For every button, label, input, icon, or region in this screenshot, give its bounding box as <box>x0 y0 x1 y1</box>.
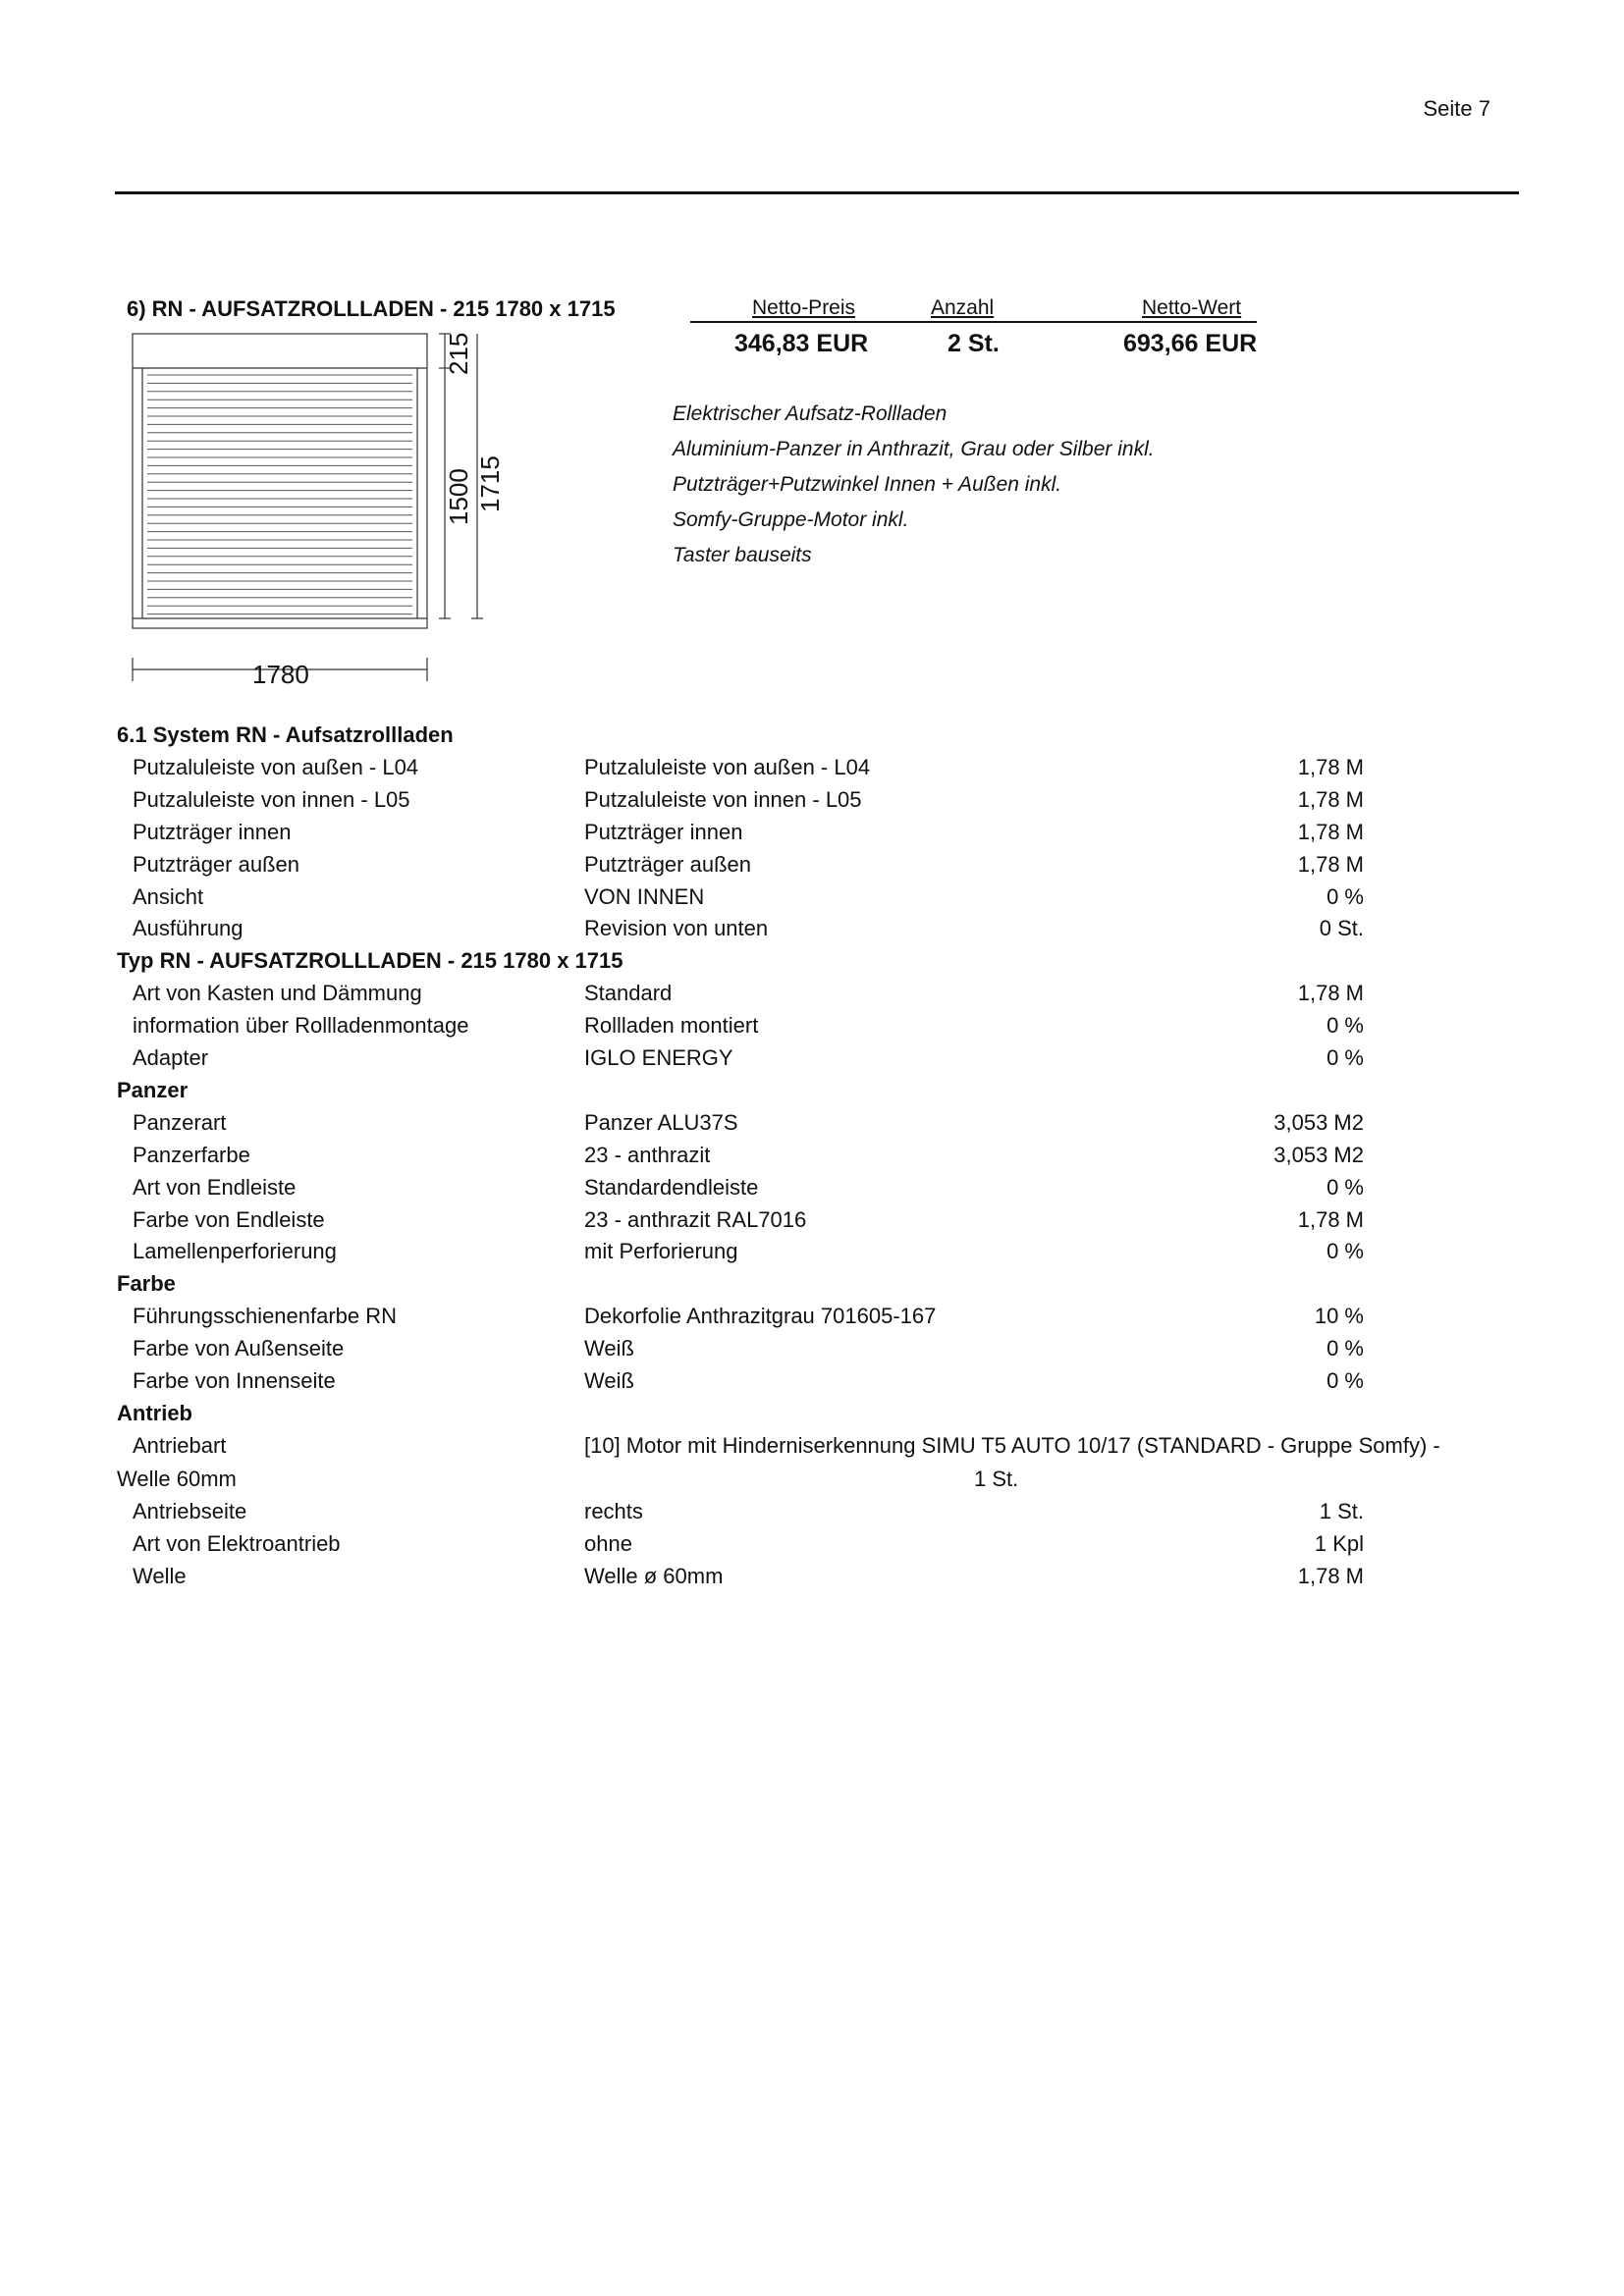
row-label: Panzerfarbe <box>133 1142 250 1167</box>
item-title: 6) RN - AUFSATZROLLLADEN - 215 1780 x 1715 <box>127 296 616 321</box>
quantity-value: 2 St. <box>947 330 1000 357</box>
section-heading: Antrieb <box>117 1400 192 1425</box>
row-quantity: 1,78 M <box>1297 981 1364 1006</box>
row-quantity: 1,78 M <box>1297 1563 1364 1588</box>
row-label: Lamellenperforierung <box>133 1239 337 1264</box>
table-row <box>0 1013 1624 1045</box>
table-row <box>0 1110 1624 1143</box>
row-value: Weiß <box>584 1368 634 1393</box>
row-quantity: 1,78 M <box>1297 819 1364 844</box>
header-rule <box>115 191 1519 194</box>
row-value: 23 - anthrazit <box>584 1142 711 1167</box>
row-label: Farbe von Außenseite <box>133 1336 345 1362</box>
row-quantity: 0 % <box>1326 1045 1364 1070</box>
box-height-label: 215 <box>444 332 473 375</box>
row-quantity: 0 St. <box>1319 916 1364 941</box>
row-quantity: 1,78 M <box>1297 754 1364 779</box>
row-value: Putzträger außen <box>584 851 751 877</box>
row-quantity: 0 % <box>1326 1239 1364 1264</box>
description-line: Putzträger+Putzwinkel Innen + Außen inkl. <box>673 473 1062 496</box>
row-label: Farbe von Innenseite <box>133 1368 336 1393</box>
table-row <box>0 981 1624 1013</box>
row-value: Standard <box>584 981 673 1006</box>
table-row <box>0 1368 1624 1401</box>
quantity-header: Anzahl <box>931 296 995 319</box>
row-label: Art von Kasten und Dämmung <box>133 981 422 1006</box>
table-row <box>0 1239 1624 1271</box>
net-value-value: 693,66 EUR <box>1123 330 1258 357</box>
row-label: Panzerart <box>133 1109 227 1135</box>
table-row <box>0 1531 1624 1564</box>
curtain-height-label: 1500 <box>444 468 473 525</box>
row-value: mit Perforierung <box>584 1239 738 1264</box>
row-value: Putzaluleiste von innen - L05 <box>584 786 862 812</box>
row-label: information über Rollladenmontage <box>133 1013 469 1039</box>
row-quantity: 1,78 M <box>1297 1206 1364 1232</box>
description-line: Elektrischer Aufsatz-Rollladen <box>673 402 947 425</box>
section-heading: 6.1 System RN - Aufsatzrollladen <box>117 722 454 747</box>
row-label: Antriebseite <box>133 1499 247 1523</box>
row-quantity: 1 St. <box>1319 1499 1364 1523</box>
row-label: Führungsschienenfarbe RN <box>133 1304 398 1329</box>
row-label: Ansicht <box>133 883 204 909</box>
shaft-wrap-text: Welle 60mm <box>117 1467 237 1491</box>
roller-shutter-drawing <box>118 324 511 697</box>
row-quantity: 1,78 M <box>1297 851 1364 877</box>
drive-qty: 1 St. <box>974 1467 1019 1491</box>
row-quantity: 0 % <box>1326 883 1364 909</box>
row-value: Weiß <box>584 1336 634 1362</box>
description-line: Somfy-Gruppe-Motor inkl. <box>673 508 909 531</box>
table-row <box>0 1207 1624 1240</box>
row-value: rechts <box>584 1499 643 1523</box>
row-label: Adapter <box>133 1045 209 1070</box>
table-row <box>0 1433 1624 1466</box>
row-label: Art von Endleiste <box>133 1174 297 1200</box>
table-row <box>0 884 1624 917</box>
section-heading-row <box>0 1078 1624 1110</box>
row-value: 23 - anthrazit RAL7016 <box>584 1206 807 1232</box>
row-value: VON INNEN <box>584 883 705 909</box>
net-price-header: Netto-Preis <box>752 296 856 319</box>
row-value: [10] Motor mit Hinderniserkennung SIMU T5 AUTO 10/17 (STANDARD - Gruppe Somfy) - <box>584 1432 1440 1458</box>
table-row <box>0 916 1624 948</box>
row-label: Art von Elektroantrieb <box>133 1530 341 1556</box>
net-price-value: 346,83 EUR <box>734 330 869 357</box>
row-quantity: 0 % <box>1326 1336 1364 1362</box>
table-row <box>0 852 1624 884</box>
row-label: Farbe von Endleiste <box>133 1206 325 1232</box>
table-row <box>0 755 1624 787</box>
section-heading: Panzer <box>117 1077 189 1102</box>
table-row <box>0 1336 1624 1368</box>
width-label: 1780 <box>252 660 309 689</box>
table-row <box>0 1175 1624 1207</box>
description-line: Aluminium-Panzer in Anthrazit, Grau oder Silber inkl. <box>673 438 1155 460</box>
row-quantity: 0 % <box>1326 1368 1364 1393</box>
price-header-rule <box>690 321 1257 323</box>
table-row <box>0 1564 1624 1596</box>
row-label: Ausführung <box>133 916 244 941</box>
section-heading-row <box>0 948 1624 981</box>
description-line: Taster bauseits <box>673 544 812 566</box>
section-heading-row <box>0 1401 1624 1433</box>
row-quantity: 1 Kpl <box>1314 1530 1364 1556</box>
row-quantity: 3,053 M2 <box>1273 1109 1364 1135</box>
net-value-header: Netto-Wert <box>1142 296 1242 319</box>
row-quantity: 10 % <box>1314 1304 1364 1329</box>
section-heading: Farbe <box>117 1271 176 1297</box>
row-value: Putzaluleiste von außen - L04 <box>584 754 871 779</box>
table-row <box>0 820 1624 852</box>
row-label: Welle <box>133 1563 187 1588</box>
row-value: Rollladen montiert <box>584 1013 759 1039</box>
table-row <box>0 787 1624 820</box>
row-value: Dekorfolie Anthrazitgrau 701605-167 <box>584 1304 937 1329</box>
row-quantity: 0 % <box>1326 1013 1364 1039</box>
table-row <box>0 1143 1624 1175</box>
page-number: Seite 7 <box>1423 96 1490 121</box>
row-value: ohne <box>584 1530 632 1556</box>
row-value: Welle ø 60mm <box>584 1563 724 1588</box>
row-value: Putzträger innen <box>584 819 743 844</box>
row-value: Revision von unten <box>584 916 769 941</box>
row-quantity: 0 % <box>1326 1174 1364 1200</box>
row-value: IGLO ENERGY <box>584 1045 733 1070</box>
row-quantity: 3,053 M2 <box>1273 1142 1364 1167</box>
table-row <box>0 1499 1624 1531</box>
table-row <box>0 1045 1624 1078</box>
section-heading-row <box>0 722 1624 755</box>
row-quantity: 1,78 M <box>1297 786 1364 812</box>
row-value: Standardendleiste <box>584 1174 759 1200</box>
row-label: Putzaluleiste von innen - L05 <box>133 786 410 812</box>
section-heading-row <box>0 1271 1624 1304</box>
row-label: Antriebart <box>133 1432 227 1458</box>
table-row <box>0 1304 1624 1336</box>
row-label: Putzträger innen <box>133 819 292 844</box>
row-label: Putzträger außen <box>133 851 299 877</box>
row-value: Panzer ALU37S <box>584 1109 738 1135</box>
row-label: Putzaluleiste von außen - L04 <box>133 754 419 779</box>
section-heading: Typ RN - AUFSATZROLLLADEN - 215 1780 x 1715 <box>117 948 623 974</box>
total-height-label: 1715 <box>475 455 505 512</box>
